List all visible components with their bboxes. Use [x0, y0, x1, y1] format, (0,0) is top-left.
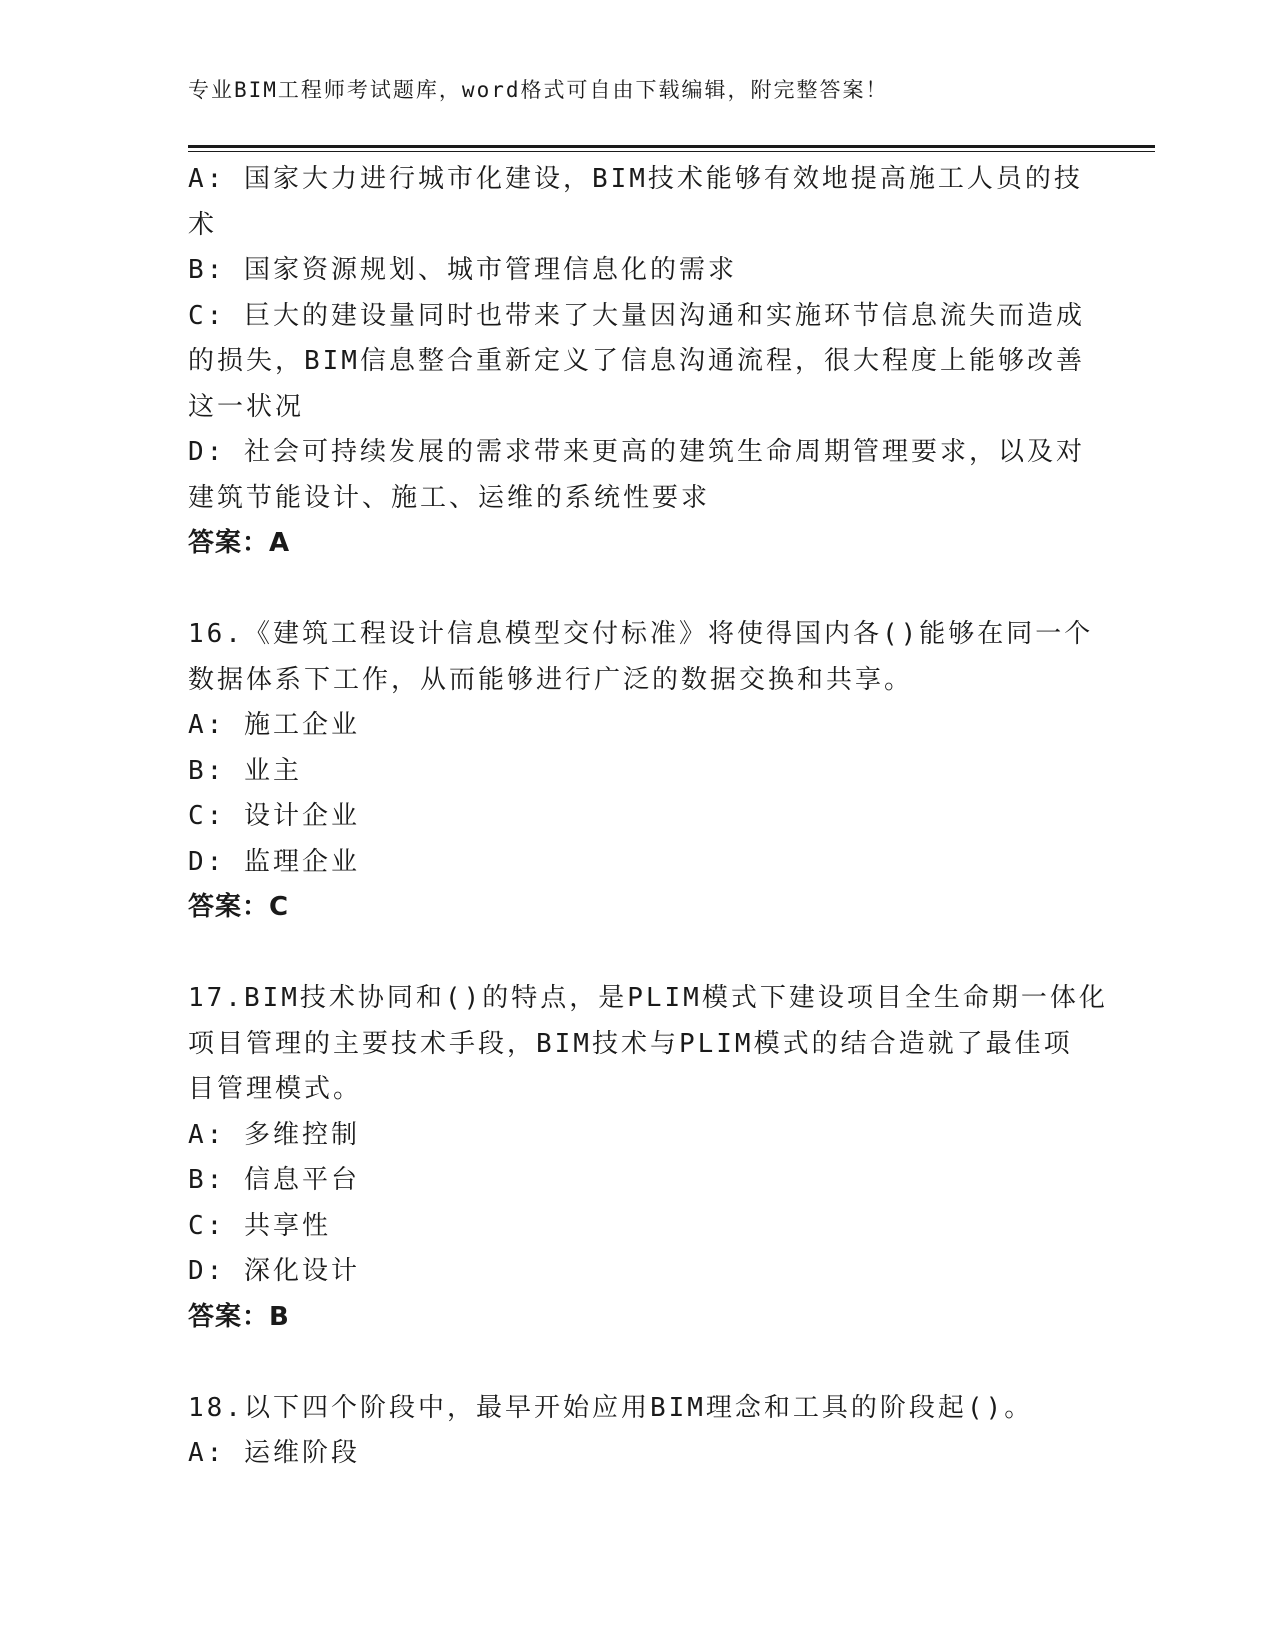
q18-stem-line1: 18.以下四个阶段中，最早开始应用BIM理念和工具的阶段起()。 [188, 1392, 1034, 1423]
q17-answer: 答案：B [188, 1301, 290, 1332]
spacer [188, 931, 1088, 977]
spacer [188, 567, 1088, 613]
q17-stem-line1: 17.BIM技术协同和()的特点，是PLIM模式下建设项目全生命期一体化 [188, 983, 1108, 1013]
question-16 [188, 612, 1094, 931]
q15-answer: 答案：A [188, 528, 291, 558]
q17-stem-line3: 目管理模式。 [188, 1074, 363, 1104]
q17-stem-line2: 项目管理的主要技术手段，BIM技术与PLIM模式的结合造就了最佳项 [188, 1028, 1073, 1059]
q16-stem-line2: 数据体系下工作，从而能够进行广泛的数据交换和共享。 [188, 664, 914, 695]
q16-option-d: D: 监理企业 [188, 846, 360, 877]
q15-option-d-line1: D: 社会可持续发展的需求带来更高的建筑生命周期管理要求，以及对 [188, 437, 1085, 467]
spacer [188, 1340, 1088, 1386]
document-body [188, 157, 1108, 1477]
header-rule-thick [188, 145, 1155, 148]
q16-answer: 答案：C [188, 892, 290, 922]
q15-option-c-line3: 这一状况 [188, 391, 305, 422]
q15-option-a-line2: 术 [188, 209, 218, 240]
question-18 [188, 1386, 1088, 1477]
q15-option-d-line2: 建筑节能设计、施工、运维的系统性要求 [188, 482, 711, 513]
q18-option-a: A: 运维阶段 [188, 1438, 360, 1468]
q16-option-b: B: 业主 [188, 755, 302, 786]
q17-option-d: D: 深化设计 [188, 1256, 360, 1286]
page-header: 专业BIM工程师考试题库，word格式可自由下载编辑，附完整答案！ [188, 78, 889, 102]
q15-option-c-line1: C: 巨大的建设量同时也带来了大量因沟通和实施环节信息流失而造成 [188, 300, 1085, 331]
q15-option-a-line1: A: 国家大力进行城市化建设，BIM技术能够有效地提高施工人员的技 [188, 164, 1083, 194]
q16-stem-line1: 16.《建筑工程设计信息模型交付标准》将使得国内各()能够在同一个 [188, 619, 1094, 649]
question-17 [188, 976, 1108, 1340]
q17-option-c: C: 共享性 [188, 1210, 331, 1241]
q17-option-b: B: 信息平台 [188, 1165, 360, 1195]
q15-option-b: B: 国家资源规划、城市管理信息化的需求 [188, 255, 737, 285]
q16-option-a: A: 施工企业 [188, 710, 360, 740]
q15-option-c-line2: 的损失，BIM信息整合重新定义了信息沟通流程，很大程度上能够改善 [188, 346, 1085, 376]
q16-option-c: C: 设计企业 [188, 801, 360, 831]
header-rule-thin [188, 151, 1155, 152]
q17-option-a: A: 多维控制 [188, 1119, 360, 1150]
question-15 [188, 157, 1088, 567]
